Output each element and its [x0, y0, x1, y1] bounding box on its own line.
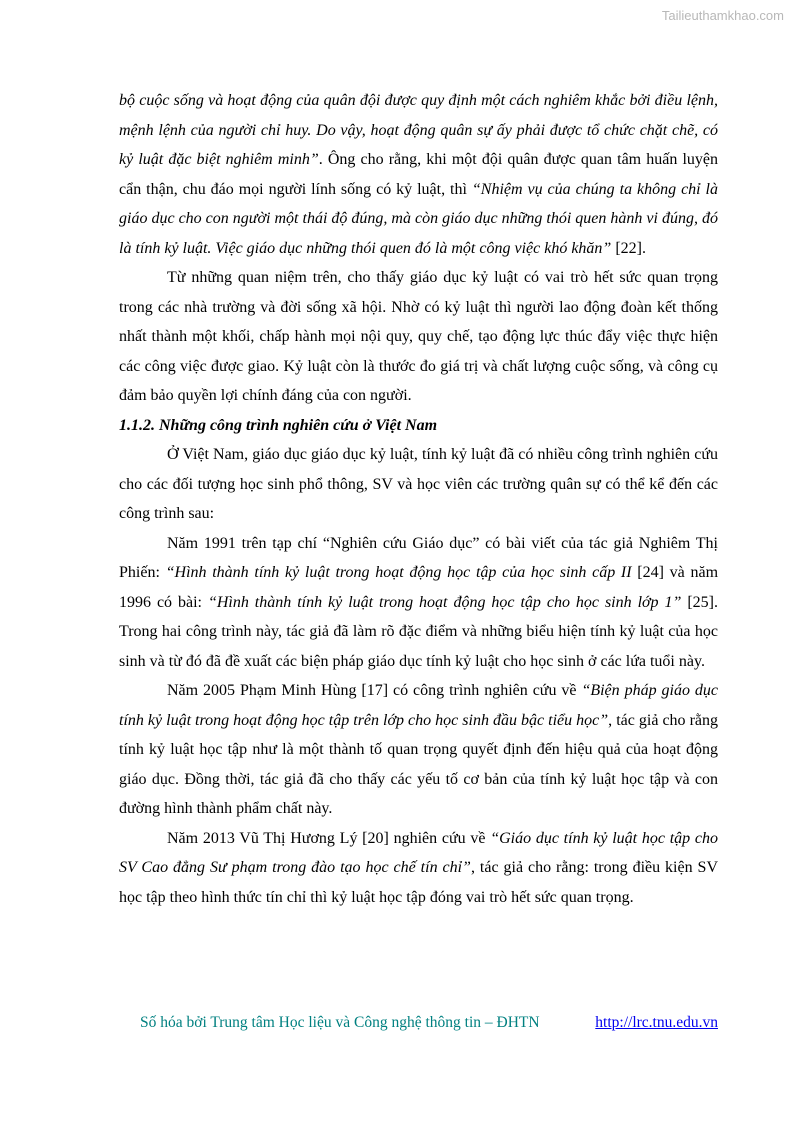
text-segment: , tác giả cho rằng tính kỷ luật học tập như là một thành tố quan trọng quyết định đến hiệu quả của hoạt động giáo dục. Đồng thời, tác giả đã cho thấy các yếu tố cơ bản của tính kỷ luật học tập và con đường hình thành phẩm chất này.	[119, 711, 718, 817]
text-segment: “Hình thành tính kỷ luật trong hoạt động học tập cho học sinh lớp 1”	[207, 593, 682, 611]
paragraph	[119, 529, 718, 677]
text-segment: 1.1.2. Những công trình nghiên cứu ở Việt Nam	[119, 416, 438, 434]
text-segment: “Biện pháp giáo dục tính kỷ luật trong hoạt động học tập trên lớp cho học sinh đầu bậc tiểu học”	[119, 682, 718, 729]
paragraph	[119, 676, 718, 824]
text-segment: “Hình thành tính kỷ luật trong hoạt động học tập của học sinh cấp II	[165, 564, 632, 581]
footer-credit: Số hóa bởi Trung tâm Học liệu và Công nghệ thông tin – ĐHTN	[140, 1014, 540, 1031]
text-segment: Năm 2005 Phạm Minh Hùng [17] có công trình nghiên cứu về	[167, 682, 582, 699]
text-segment: , tác giả cho rằng: trong điều kiện SV học tập theo hình thức tín chỉ thì kỷ luật học tập đóng vai trò hết sức quan trọng.	[119, 859, 718, 906]
text-segment: Năm 2013 Vũ Thị Hương Lý [20] nghiên cứu về	[167, 829, 491, 847]
section-heading	[119, 411, 718, 441]
paragraph	[119, 440, 718, 529]
paragraph	[119, 824, 718, 913]
footer-link[interactable]: http://lrc.tnu.edu.vn	[595, 1014, 718, 1031]
footer	[140, 1012, 718, 1034]
text-segment: Ở Việt Nam, giáo dục giáo dục kỷ luật, tính kỷ luật đã có nhiều công trình nghiên cứu cho các đối tượng học sinh phổ thông, SV và học viên các trường quân sự có thể kể đến các công trình sau:	[119, 446, 718, 522]
text-segment: Từ những quan niệm trên, cho thấy giáo dục kỷ luật có vai trò hết sức quan trọng trong các nhà trường và đời sống xã hội. Nhờ có kỷ luật thì người lao động đoàn kết thống nhất thành một khối, chấp hành mọi nội quy, quy chế, tạo động lực thúc đẩy việc thực hiện các công việc được giao. Kỷ luật còn là thước đo giá trị và chất lượng cuộc sống, và công cụ đảm bảo quyền lợi chính đáng của con người.	[119, 269, 718, 404]
text-segment: [24] và năm 1996 có bài:	[119, 564, 719, 611]
text-segment: “Giáo dục tính kỷ luật học tập cho SV Cao đẳng Sư phạm trong đào tạo học chế tín chỉ”	[119, 829, 718, 876]
text-segment: [22].	[611, 239, 646, 257]
text-segment: “Nhiệm vụ của chúng ta không chỉ là giáo dục cho con người một thái độ đúng, mà còn giáo dục những thói quen hành vi đúng, đó là tính kỷ luật. Việc giáo dục những thói quen đó là một công việc khó khăn”	[119, 180, 719, 257]
watermark: Tailieuthamkhao.com	[661, 8, 784, 23]
text-segment: . Ông cho rằng, khi một đội quân được quan tâm huấn luyện cẩn thận, chu đáo mọi người lính sống có kỷ luật, thì	[119, 151, 718, 198]
paragraph	[119, 263, 718, 411]
document-body	[119, 86, 718, 912]
text-segment: [25]. Trong hai công trình này, tác giả đã làm rõ đặc điểm và những biểu hiện tính kỷ luật của học sinh và từ đó đã đề xuất các biện pháp giáo dục tính kỷ luật cho học sinh ở các lứa tuổi này.	[119, 593, 719, 670]
text-segment: Năm 1991 trên tạp chí “Nghiên cứu Giáo dục” có bài viết của tác giả Nghiêm Thị Phiến:	[119, 534, 718, 581]
text-segment: bộ cuộc sống và hoạt động của quân đội được quy định một cách nghiêm khắc bởi điều lệnh, mệnh lệnh của người chỉ huy. Do vậy, hoạt động quân sự ấy phải được tổ chức chặt chẽ, có kỷ luật đặc biệt nghiêm minh”	[119, 92, 718, 168]
paragraph	[119, 86, 718, 263]
